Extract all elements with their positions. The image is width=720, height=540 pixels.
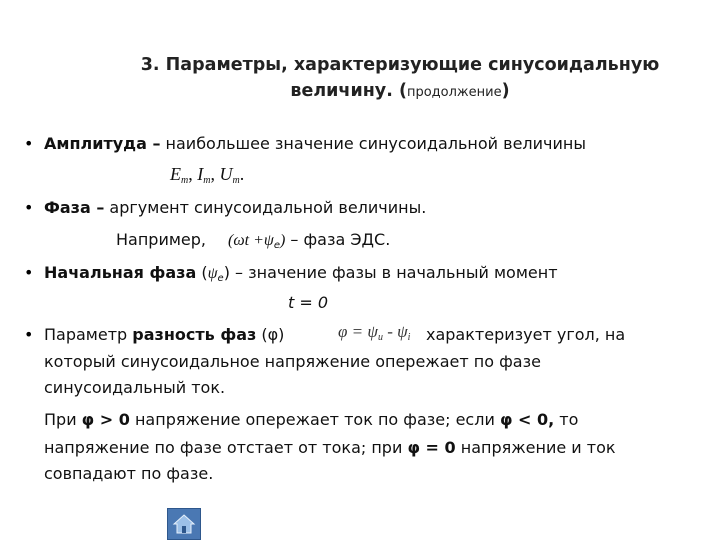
slide-title [110,52,690,106]
initial-time: t = 0 [288,293,329,312]
conditions-line-2: напряжение по фазе отстает от тока; при φ = 0 напряжение и ток [44,438,616,457]
conditions-line-1: При φ > 0 напряжение опережает ток по фазе; если φ < 0, то [44,410,579,429]
title-line-1: 3. Параметры, характеризующие синусоидальную [140,55,660,75]
phase-example: Например, $(\omega t +\psi_e)$ – фаза ЭДС. [116,230,391,251]
amplitude-line: Амплитуда – наибольшее значение синусоидальной величины [44,134,586,153]
phase-diff-text-3: синусоидальный ток. [44,378,226,397]
bullet-dot: • [24,134,34,153]
bullet-dot: • [24,198,34,217]
initial-phase-line: Начальная фаза $(\psi_e)$ – значение фазы в начальный момент [44,263,558,284]
bullet-dot: • [24,325,34,344]
bullet-dot: • [24,263,34,282]
conditions-line-3: совпадают по фазе. [44,464,214,483]
amplitude-symbols: $E_m$, $I_m$, $U_m$. [170,164,245,186]
phase-line: Фаза – аргумент синусоидальной величины. [44,198,427,217]
title-line-2: величину. (продолжение) [290,81,510,101]
phase-diff-line: Параметр разность фаз (φ) [44,325,285,344]
phase-diff-text-1: характеризует угол, на [426,325,626,344]
home-icon [172,513,196,535]
home-button[interactable] [167,508,201,540]
phase-diff-text-2: который синусоидальное напряжение опережает по фазе [44,352,541,371]
phase-difference-formula: $\varphi = \psi_u - \psi_i$ [338,322,411,343]
